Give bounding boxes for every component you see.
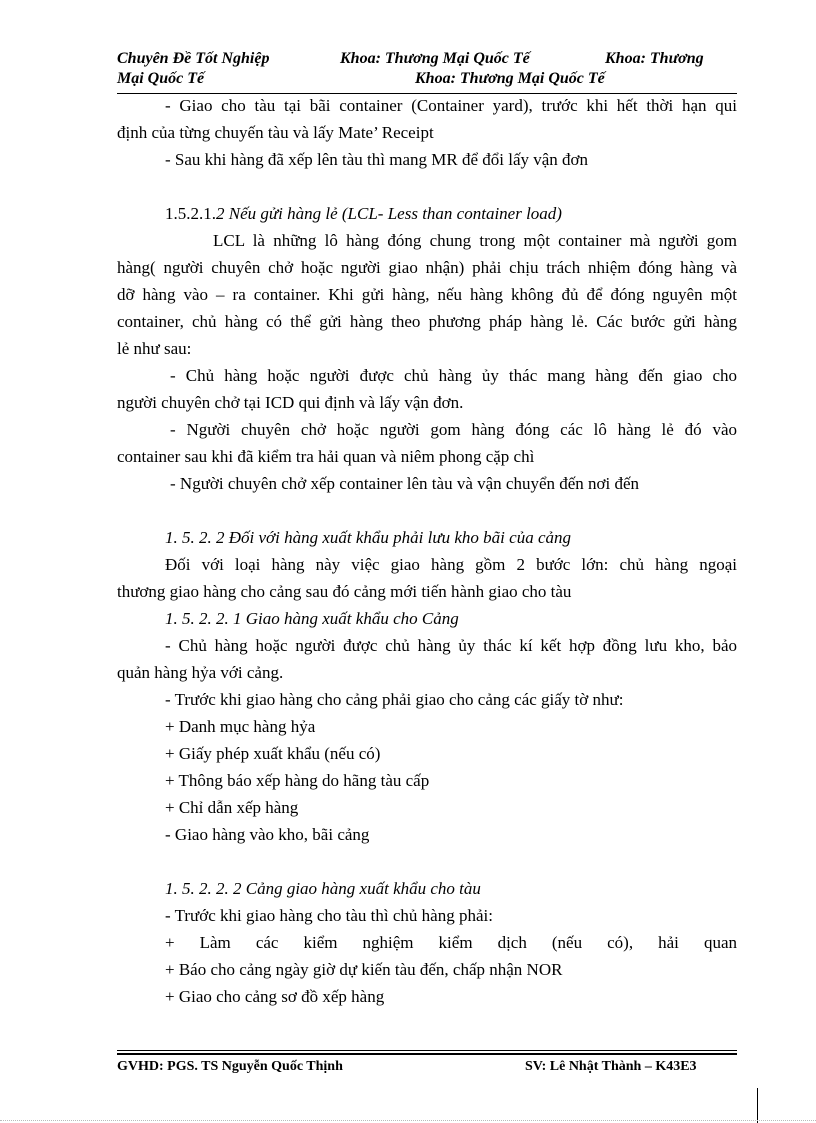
footer-student: SV: Lê Nhật Thành – K43E3	[525, 1059, 697, 1074]
paragraph-line: lẻ như sau:	[117, 339, 192, 358]
bullet-line: - Trước khi giao hàng cho tàu thì chủ hàng phải:	[165, 906, 493, 925]
paragraph-line: - Sau khi hàng đã xếp lên tàu thì mang MR để đổi lấy vận đơn	[165, 150, 589, 169]
list-item: + Danh mục hàng hỷa	[165, 717, 316, 736]
page-bottom-edge	[0, 1120, 816, 1121]
paragraph-line: LCL là những lô hàng đóng chung trong một container mà người gom	[213, 231, 737, 250]
paragraph-line: thương giao hàng cho cảng sau đó cảng mới tiến hành giao cho tàu	[117, 582, 572, 601]
list-item: - Giao hàng vào kho, bãi cảng	[165, 825, 370, 844]
paragraph-line: hàng( người chuyên chở hoặc người giao nhận) phải chịu trách nhiệm đóng hàng và	[117, 258, 737, 277]
section-heading-1-5-2-2-1: 1. 5. 2. 2. 1 Giao hàng xuất khẩu cho Cảng	[165, 609, 459, 628]
paragraph-line: Đối với loại hàng này việc giao hàng gồm 2 bước lớn: chủ hàng ngoại	[165, 555, 737, 574]
paragraph-line: định của từng chuyến tàu và lấy Mate’ Receipt	[117, 123, 434, 142]
list-item: + Làm các kiểm nghiệm kiểm dịch (nếu có), hải quan	[165, 933, 737, 952]
bullet-line: - Người chuyên chở xếp container lên tàu và vận chuyển đến nơi đến	[170, 474, 640, 493]
header-faculty-2: Khoa: Thương Mại Quốc Tế	[415, 70, 605, 87]
footer-rule-thick	[117, 1053, 737, 1055]
footer-supervisor: GVHD: PGS. TS Nguyễn Quốc Thịnh	[117, 1059, 343, 1074]
section-heading-1-5-2-2-2: 1. 5. 2. 2. 2 Cảng giao hàng xuất khẩu cho tàu	[165, 879, 481, 898]
margin-mark	[757, 1088, 758, 1123]
bullet-line: quản hàng hỷa với cảng.	[117, 663, 284, 682]
bullet-line: - Chủ hàng hoặc người được chủ hàng ủy thác mang hàng đến giao cho	[170, 366, 737, 385]
header-faculty-continued: Mại Quốc Tế	[117, 70, 205, 87]
header-faculty: Khoa: Thương Mại Quốc Tế	[340, 50, 530, 67]
list-item: + Giấy phép xuất khẩu (nếu có)	[165, 744, 381, 763]
section-heading-1-5-2-1-2	[165, 203, 562, 225]
section-heading-1-5-2-2: 1. 5. 2. 2 Đối với hàng xuất khẩu phải lưu kho bãi của cảng	[165, 528, 571, 547]
header-faculty-repeat: Khoa: Thương	[605, 50, 704, 67]
footer-rule	[117, 1050, 737, 1051]
bullet-line: - Người chuyên chở hoặc người gom hàng đóng các lô hàng lẻ đó vào	[170, 420, 737, 439]
paragraph-line: container, chủ hàng có thể gửi hàng theo phương pháp hàng lẻ. Các bước gửi hàng	[117, 312, 737, 331]
section-number: 1.5.2.1.	[165, 204, 216, 223]
list-item: + Giao cho cảng sơ đồ xếp hàng	[165, 987, 385, 1006]
paragraph-line: dỡ hàng vào – ra container. Khi gửi hàng, nếu hàng không đủ để đóng nguyên một	[117, 285, 737, 304]
list-item: + Chỉ dẫn xếp hàng	[165, 798, 299, 817]
bullet-line: - Trước khi giao hàng cho cảng phải giao cho cảng các giấy tờ như:	[165, 690, 624, 709]
bullet-line: người chuyên chở tại ICD qui định và lấy vận đơn.	[117, 393, 464, 412]
header-title: Chuyên Đề Tốt Nghiệp	[117, 50, 270, 67]
list-item: + Thông báo xếp hàng do hãng tàu cấp	[165, 771, 430, 790]
section-title: 2 Nếu gửi hàng lẻ (LCL- Less than container load)	[216, 204, 562, 223]
list-item: + Báo cho cảng ngày giờ dự kiến tàu đến, chấp nhận NOR	[165, 960, 563, 979]
header-rule	[117, 93, 737, 94]
bullet-line: container sau khi đã kiểm tra hải quan và niêm phong cặp chì	[117, 447, 535, 466]
bullet-line: - Chủ hàng hoặc người được chủ hàng ủy thác kí kết hợp đồng lưu kho, bảo	[165, 636, 737, 655]
paragraph-line: - Giao cho tàu tại bãi container (Container yard), trước khi hết thời hạn qui	[165, 96, 737, 115]
